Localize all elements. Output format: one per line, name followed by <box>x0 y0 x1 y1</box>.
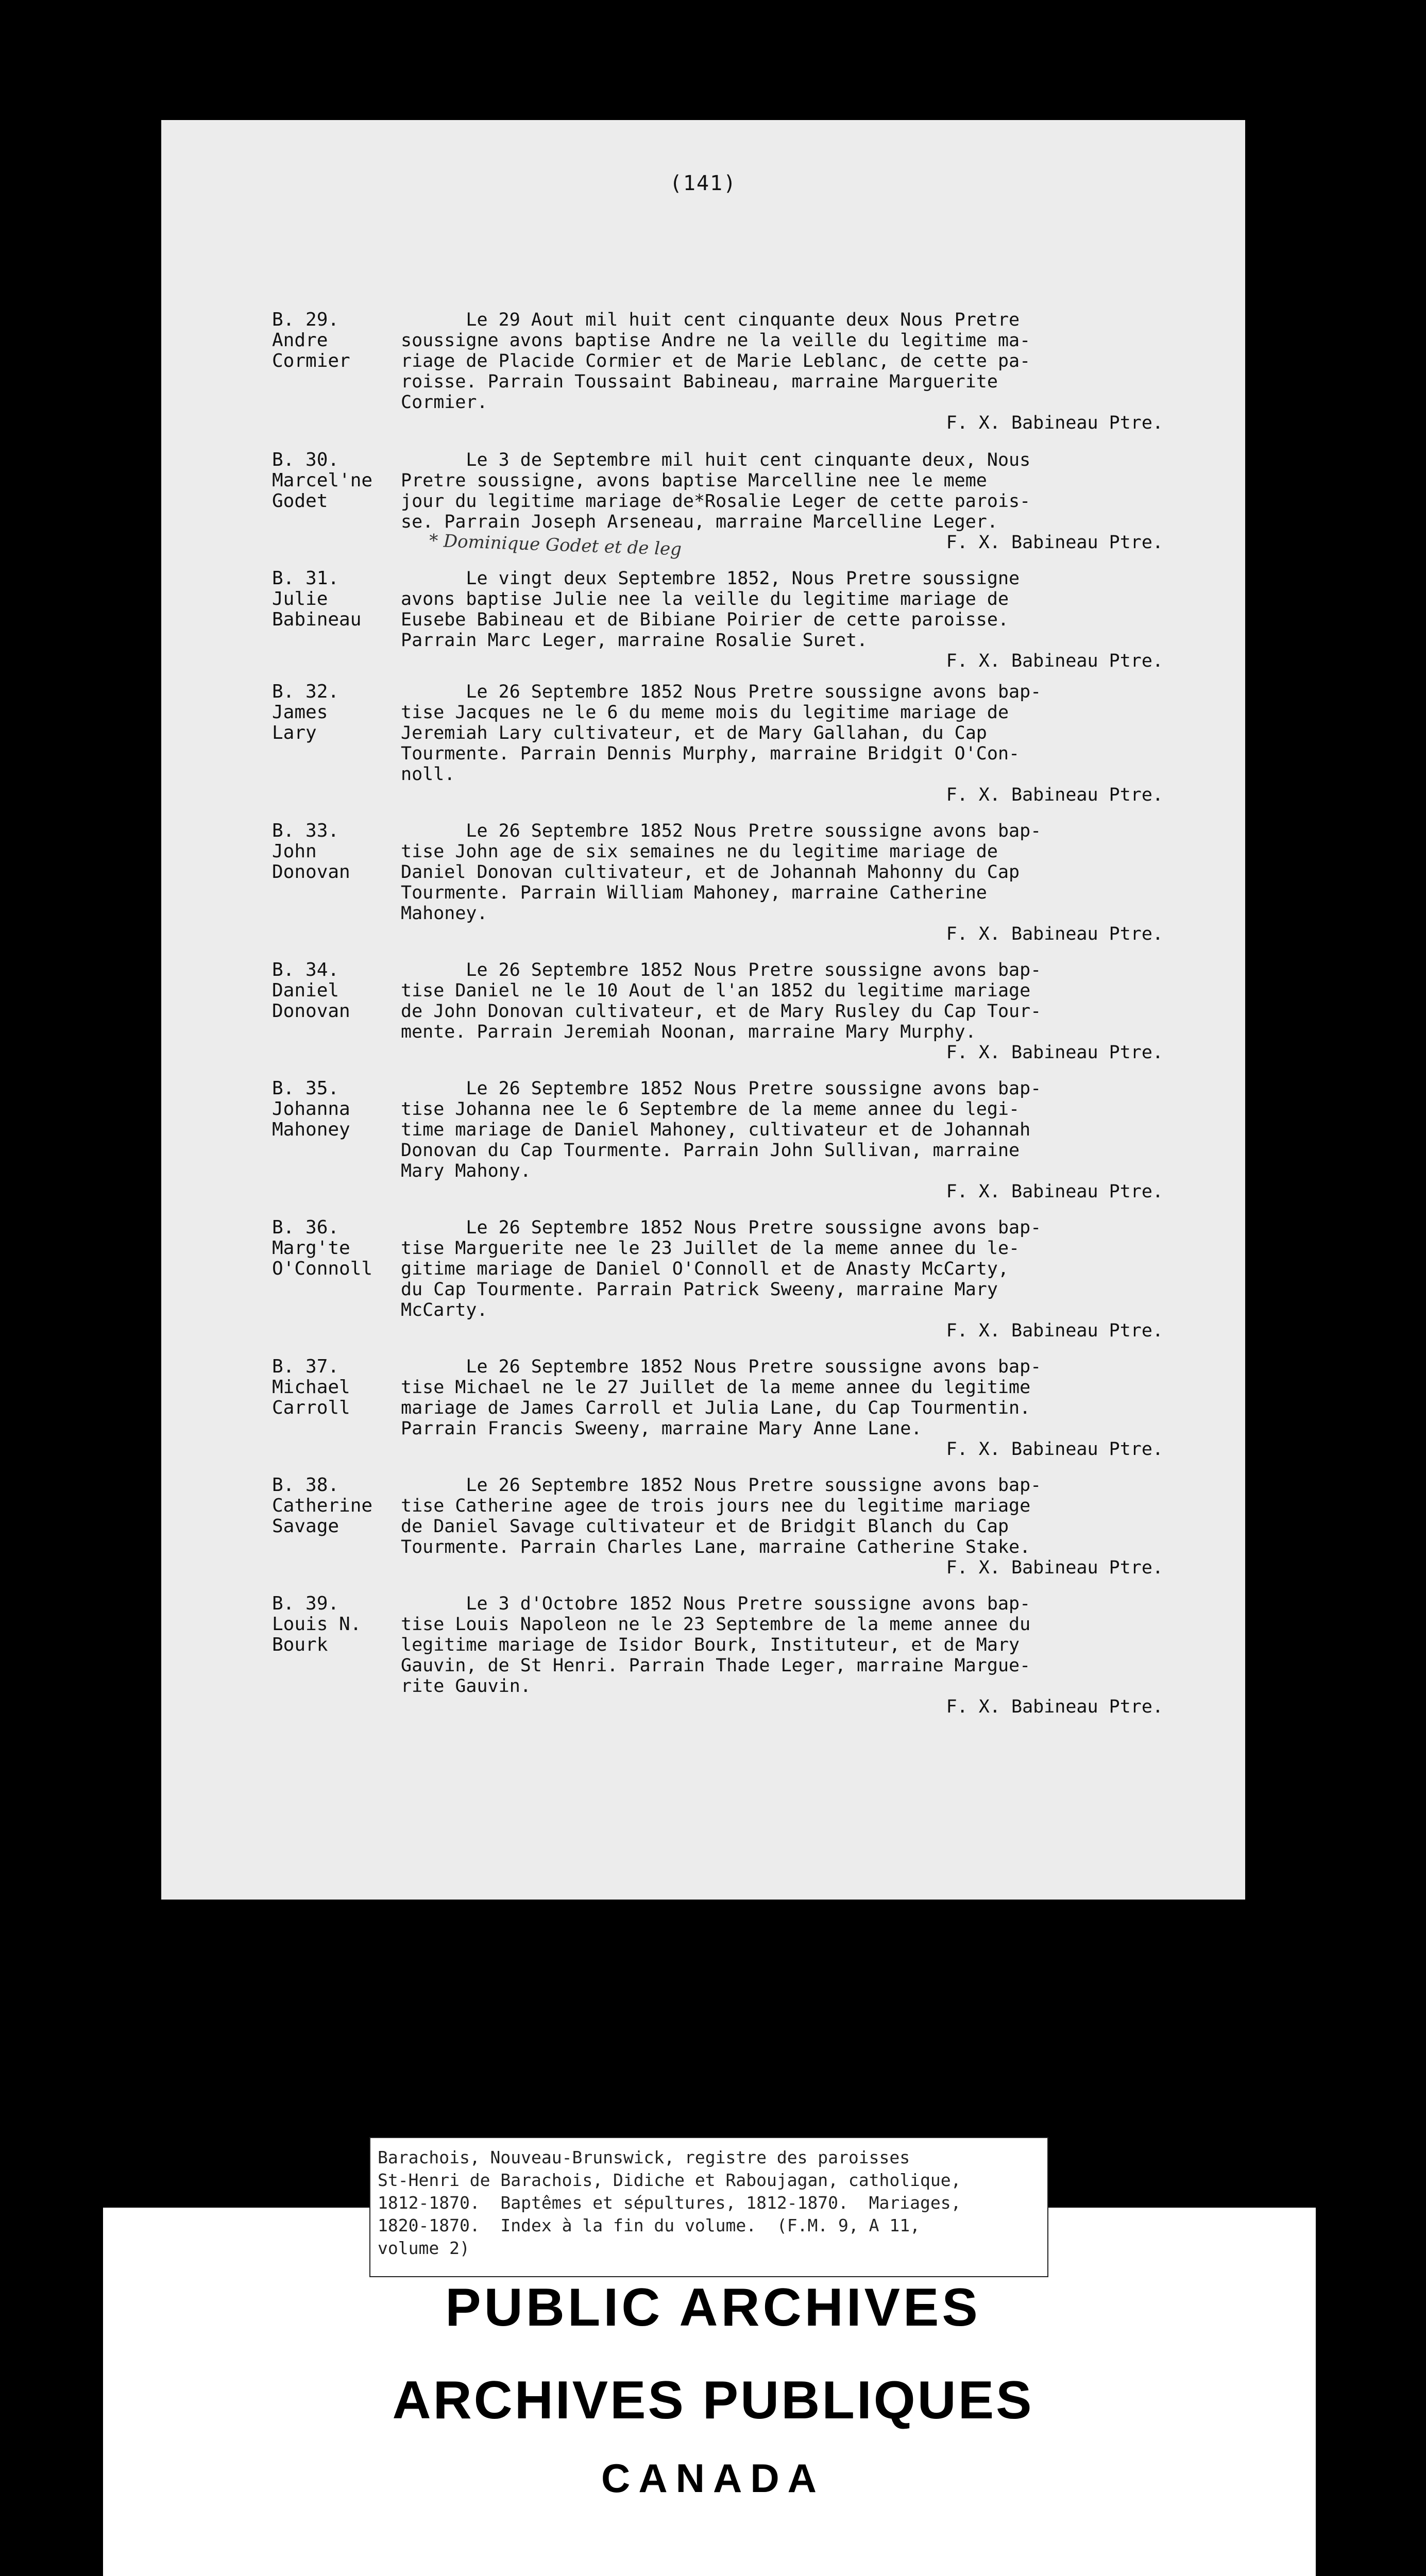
entry-id-line: Mahoney <box>272 1119 350 1140</box>
entry-line: tise Catherine agee de trois jours nee du legitime mariage <box>401 1496 1031 1516</box>
entry-id-line: Louis N. <box>272 1614 362 1635</box>
entry-line: Le 26 Septembre 1852 Nous Pretre soussigne avons bap- <box>401 1475 1042 1496</box>
entry-text <box>401 1217 1235 1341</box>
entry-id-line: Lary <box>272 722 317 743</box>
entry-text <box>401 821 1235 944</box>
entry-id-line: Marg'te <box>272 1238 350 1259</box>
entry-id-line: Andre <box>272 330 328 351</box>
entry-line: Eusebe Babineau et de Bibiane Poirier de cette paroisse. <box>401 609 1009 630</box>
entry-id-line: B. 37. <box>272 1356 339 1377</box>
entry-line: Le 26 Septembre 1852 Nous Pretre soussigne avons bap- <box>401 960 1042 980</box>
entry-line: Daniel Donovan cultivateur, et de Johannah Mahonny du Cap <box>401 862 1020 883</box>
stamp-country: CANADA <box>601 2455 825 2501</box>
entry-line: Donovan du Cap Tourmente. Parrain John Sullivan, marraine <box>401 1140 1020 1161</box>
entry-id-line: Michael <box>272 1377 350 1398</box>
entry-line: tise Johanna nee le 6 Septembre de la meme annee du legi- <box>401 1099 1020 1120</box>
entry-line: Le 29 Aout mil huit cent cinquante deux Nous Pretre <box>401 310 1020 330</box>
priest-signature: F. X. Babineau Ptre. <box>946 1697 1163 1717</box>
entry-id <box>272 568 411 630</box>
entry-id <box>272 821 411 883</box>
priest-signature: F. X. Babineau Ptre. <box>946 924 1163 944</box>
entry-line: noll. <box>401 764 455 785</box>
entry-id <box>272 682 411 743</box>
entry-line: tise Jacques ne le 6 du meme mois du legitime mariage de <box>401 702 1009 723</box>
entry-id-line: B. 39. <box>272 1593 339 1614</box>
entry-line: mente. Parrain Jeremiah Noonan, marraine Mary Murphy. <box>401 1022 976 1042</box>
entry-line: Le 3 de Septembre mil huit cent cinquante deux, Nous <box>401 450 1031 470</box>
priest-signature: F. X. Babineau Ptre. <box>946 1042 1163 1063</box>
entry-id-line: B. 29. <box>272 309 339 330</box>
entry-line: Le 26 Septembre 1852 Nous Pretre soussigne avons bap- <box>401 682 1042 702</box>
entry-id <box>272 450 411 512</box>
stamp-english: PUBLIC ARCHIVES <box>445 2278 981 2337</box>
entry-id <box>272 1475 411 1537</box>
stamp-french: ARCHIVES PUBLIQUES <box>392 2370 1034 2430</box>
entry-id-line: Johanna <box>272 1098 350 1120</box>
entry-line: tise Michael ne le 27 Juillet de la meme annee du legitime <box>401 1377 1031 1398</box>
entry-id-line: B. 38. <box>272 1475 339 1496</box>
priest-signature: F. X. Babineau Ptre. <box>946 1557 1163 1578</box>
entry-id-line: B. 34. <box>272 959 339 980</box>
entry-text <box>401 1078 1235 1202</box>
entry-line: gitime mariage de Daniel O'Connoll et de Anasty McCarty, <box>401 1259 1009 1279</box>
entry-line: Tourmente. Parrain Dennis Murphy, marraine Bridgit O'Con- <box>401 743 1020 764</box>
entry-line: Le 26 Septembre 1852 Nous Pretre soussigne avons bap- <box>401 1217 1042 1238</box>
entry-line: tise Daniel ne le 10 Aout de l'an 1852 du legitime mariage <box>401 980 1031 1001</box>
register-page <box>161 120 1245 1900</box>
label-line: volume 2) <box>378 2238 470 2258</box>
entry-id-line: Cormier <box>272 350 350 371</box>
catalog-label <box>369 2137 1048 2277</box>
entry-id <box>272 1357 411 1418</box>
entry-line: Parrain Francis Sweeny, marraine Mary Anne Lane. <box>401 1418 922 1439</box>
entry-text <box>401 1357 1235 1460</box>
entry-id-line: Donovan <box>272 861 350 883</box>
entry-line: Le 26 Septembre 1852 Nous Pretre soussigne avons bap- <box>401 1357 1042 1377</box>
entry-id-line: B. 35. <box>272 1078 339 1099</box>
entry-line: du Cap Tourmente. Parrain Patrick Sweeny, marraine Mary <box>401 1279 998 1300</box>
page-number: (141) <box>669 172 737 195</box>
entry-id-line: Carroll <box>272 1397 350 1418</box>
label-line: Barachois, Nouveau-Brunswick, registre des paroisses <box>378 2147 910 2167</box>
priest-signature: F. X. Babineau Ptre. <box>946 651 1163 671</box>
entry-line: de John Donovan cultivateur, et de Mary Rusley du Cap Tour- <box>401 1001 1042 1022</box>
priest-signature: F. X. Babineau Ptre. <box>946 413 1163 433</box>
entry-line: tise John age de six semaines ne du legitime mariage de <box>401 841 998 862</box>
entry-line: Mahoney. <box>401 903 488 924</box>
entry-line: Tourmente. Parrain Charles Lane, marraine Catherine Stake. <box>401 1537 1031 1557</box>
entry-line: avons baptise Julie nee la veille du legitime mariage de <box>401 589 1009 609</box>
entry-line: Jeremiah Lary cultivateur, et de Mary Gallahan, du Cap <box>401 723 987 743</box>
priest-signature: F. X. Babineau Ptre. <box>946 1439 1163 1460</box>
entry-id-line: O'Connoll <box>272 1258 373 1279</box>
entry-line: roisse. Parrain Toussaint Babineau, marraine Marguerite <box>401 371 998 392</box>
entry-line: mariage de James Carroll et Julia Lane, du Cap Tourmentin. <box>401 1398 1031 1418</box>
entry-line: Le 26 Septembre 1852 Nous Pretre soussigne avons bap- <box>401 1078 1042 1099</box>
entry-id-line: Savage <box>272 1516 339 1537</box>
entry-text <box>401 1475 1235 1578</box>
entry-id-line: Bourk <box>272 1634 328 1655</box>
label-line: 1820-1870. Index à la fin du volume. (F.M. 9, A 11, <box>378 2215 920 2235</box>
entry-id-line: Babineau <box>272 609 362 630</box>
entry-text <box>401 310 1235 433</box>
entry-id <box>272 1594 411 1655</box>
entry-id <box>272 960 411 1022</box>
label-line: St-Henri de Barachois, Didiche et Raboujagan, catholique, <box>378 2170 961 2190</box>
entry-text <box>401 682 1235 805</box>
entry-line: time mariage de Daniel Mahoney, cultivateur et de Johannah <box>401 1120 1031 1140</box>
handwritten-annotation: * Dominique Godet et de leg <box>429 530 682 560</box>
entry-line: Pretre soussigne, avons baptise Marcelline nee le meme <box>401 470 987 491</box>
priest-signature: F. X. Babineau Ptre. <box>946 785 1163 805</box>
entry-line: Tourmente. Parrain William Mahoney, marraine Catherine <box>401 883 987 903</box>
entry-id-line: B. 32. <box>272 681 339 702</box>
entry-id-line: B. 31. <box>272 568 339 589</box>
priest-signature: F. X. Babineau Ptre. <box>946 1181 1163 1202</box>
entry-line: jour du legitime mariage de*Rosalie Leger de cette parois- <box>401 491 1031 512</box>
entry-line: Le vingt deux Septembre 1852, Nous Pretre soussigne <box>401 568 1020 589</box>
entry-id-line: Daniel <box>272 980 339 1001</box>
entry-line: tise Louis Napoleon ne le 23 Septembre de la meme annee du <box>401 1614 1031 1635</box>
entry-line: Le 3 d'Octobre 1852 Nous Pretre soussigne avons bap- <box>401 1594 1031 1614</box>
label-line: 1812-1870. Baptêmes et sépultures, 1812-1870. Mariages, <box>378 2193 961 2213</box>
entry-line: McCarty. <box>401 1300 488 1320</box>
entry-id-line: Julie <box>272 588 328 609</box>
entry-line: tise Marguerite nee le 23 Juillet de la meme annee du le- <box>401 1238 1020 1259</box>
entry-id-line: Marcel'ne <box>272 470 373 491</box>
entry-line: legitime mariage de Isidor Bourk, Instituteur, et de Mary <box>401 1635 1020 1655</box>
entry-text <box>401 568 1235 671</box>
entry-id-line: B. 36. <box>272 1217 339 1238</box>
entry-text <box>401 960 1235 1063</box>
entry-id-line: Godet <box>272 490 328 512</box>
entry-text <box>401 1594 1235 1717</box>
entry-line: Gauvin, de St Henri. Parrain Thade Leger, marraine Margue- <box>401 1655 1031 1676</box>
entry-line: Le 26 Septembre 1852 Nous Pretre soussigne avons bap- <box>401 821 1042 841</box>
entry-id <box>272 310 411 371</box>
entry-id <box>272 1078 411 1140</box>
entry-line: se. Parrain Joseph Arseneau, marraine Marcelline Leger. <box>401 512 998 532</box>
entry-id-line: Donovan <box>272 1001 350 1022</box>
entry-line: soussigne avons baptise Andre ne la veille du legitime ma- <box>401 330 1031 351</box>
priest-signature: F. X. Babineau Ptre. <box>946 1320 1163 1341</box>
entry-line: Cormier. <box>401 392 488 413</box>
entry-id-line: B. 30. <box>272 449 339 470</box>
entry-line: de Daniel Savage cultivateur et de Bridgit Blanch du Cap <box>401 1516 1009 1537</box>
entry-line: rite Gauvin. <box>401 1676 531 1697</box>
entry-line: Mary Mahony. <box>401 1161 531 1181</box>
entry-line: Parrain Marc Leger, marraine Rosalie Suret. <box>401 630 868 651</box>
entry-id-line: James <box>272 702 328 723</box>
entry-line: riage de Placide Cormier et de Marie Leblanc, de cette pa- <box>401 351 1031 371</box>
entry-id-line: B. 33. <box>272 820 339 841</box>
entry-id <box>272 1217 411 1279</box>
priest-signature: F. X. Babineau Ptre. <box>946 532 1163 553</box>
entry-id-line: John <box>272 841 317 862</box>
entry-id-line: Catherine <box>272 1495 373 1516</box>
